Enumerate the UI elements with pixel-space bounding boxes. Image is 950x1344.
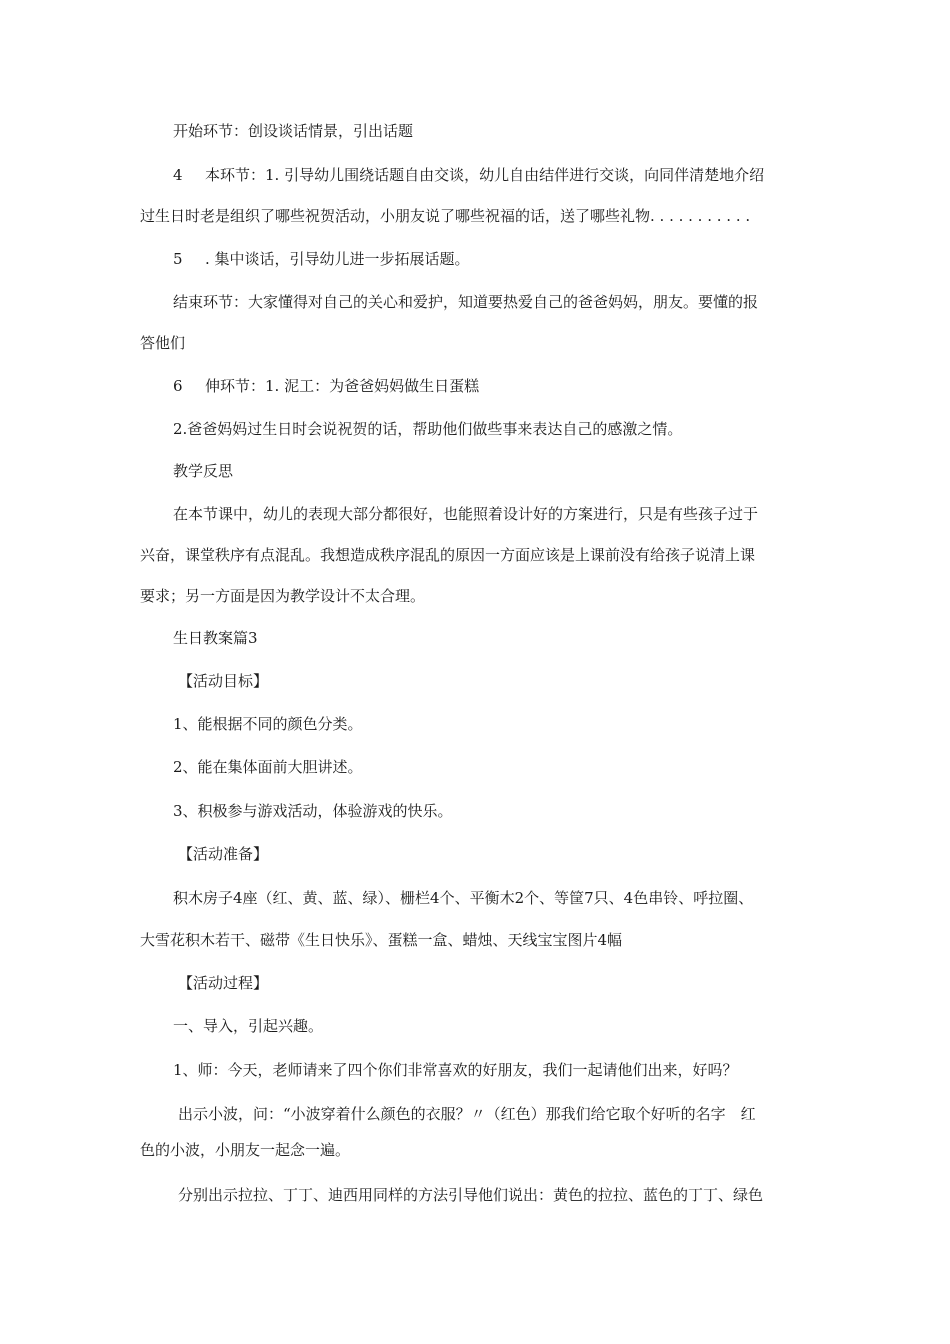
text-line: 6 伸环节：1. 泥工：为爸爸妈妈做生日蛋糕 [173, 377, 480, 395]
text-line: 分别出示拉拉、丁丁、迪西用同样的方法引导他们说出：黄色的拉拉、蓝色的丁丁、绿色 [178, 1186, 764, 1204]
section-heading: 【活动过程】 [178, 974, 269, 992]
list-item: 1、能根据不同的颜色分类。 [173, 715, 363, 733]
section-heading: 【活动准备】 [178, 845, 269, 863]
text-line: 在本节课中，幼儿的表现大部分都很好，也能照着设计好的方案进行，只是有些孩子过于 [173, 505, 759, 523]
section-heading: 【活动目标】 [178, 672, 269, 690]
step-number: 6 [173, 377, 183, 395]
step-number: 4 [173, 166, 183, 184]
list-item: 3、积极参与游戏活动，体验游戏的快乐。 [173, 802, 453, 820]
text-line: 过生日时老是组织了哪些祝贺活动，小朋友说了哪些祝福的话，送了哪些礼物. . . . . . . . . . . [140, 207, 751, 225]
text-line: 2.爸爸妈妈过生日时会说祝贺的话，帮助他们做些事来表达自己的感激之情。 [173, 420, 683, 438]
text-line: 结束环节：大家懂得对自己的关心和爱护，知道要热爱自己的爸爸妈妈，朋友。要懂的报 [173, 293, 759, 311]
text-line: 出示小波，问：“小波穿着什么颜色的衣服？〃（红色）那我们给它取个好听的名字 红 [178, 1105, 756, 1123]
text-line: 答他们 [140, 334, 186, 352]
text-line: 积木房子4座（红、黄、蓝、绿）、栅栏4个、平衡木2个、等筐7只、4色串铃、呼拉圈、 [173, 889, 754, 907]
section-heading: 生日教案篇3 [173, 629, 258, 647]
text-line: 要求；另一方面是因为教学设计不太合理。 [140, 587, 426, 605]
text-line: 开始环节：创设谈话情景，引出话题 [173, 122, 414, 140]
text-line: 1、师：今天，老师请来了四个你们非常喜欢的好朋友，我们一起请他们出来，好吗？ [173, 1061, 738, 1079]
text-line: 一、导入，引起兴趣。 [173, 1017, 324, 1035]
text-line: 大雪花积木若干、磁带《生日快乐》、蛋糕一盒、蜡烛、天线宝宝图片4幅 [140, 931, 623, 949]
text-line: 4 本环节：1. 引导幼儿围绕话题自由交谈，幼儿自由结伴进行交谈，向同伴清楚地介绍 [173, 166, 765, 184]
step-number: 5 [173, 250, 183, 268]
text-line: 色的小波，小朋友一起念一遍。 [140, 1141, 351, 1159]
text-line: 兴奋，课堂秩序有点混乱。我想造成秩序混乱的原因一方面应该是上课前没有给孩子说清上课 [140, 546, 756, 564]
text-line: 5 . 集中谈话，引导幼儿进一步拓展话题。 [173, 250, 470, 268]
list-item: 2、能在集体面前大胆讲述。 [173, 758, 363, 776]
section-heading: 教学反思 [173, 462, 234, 480]
